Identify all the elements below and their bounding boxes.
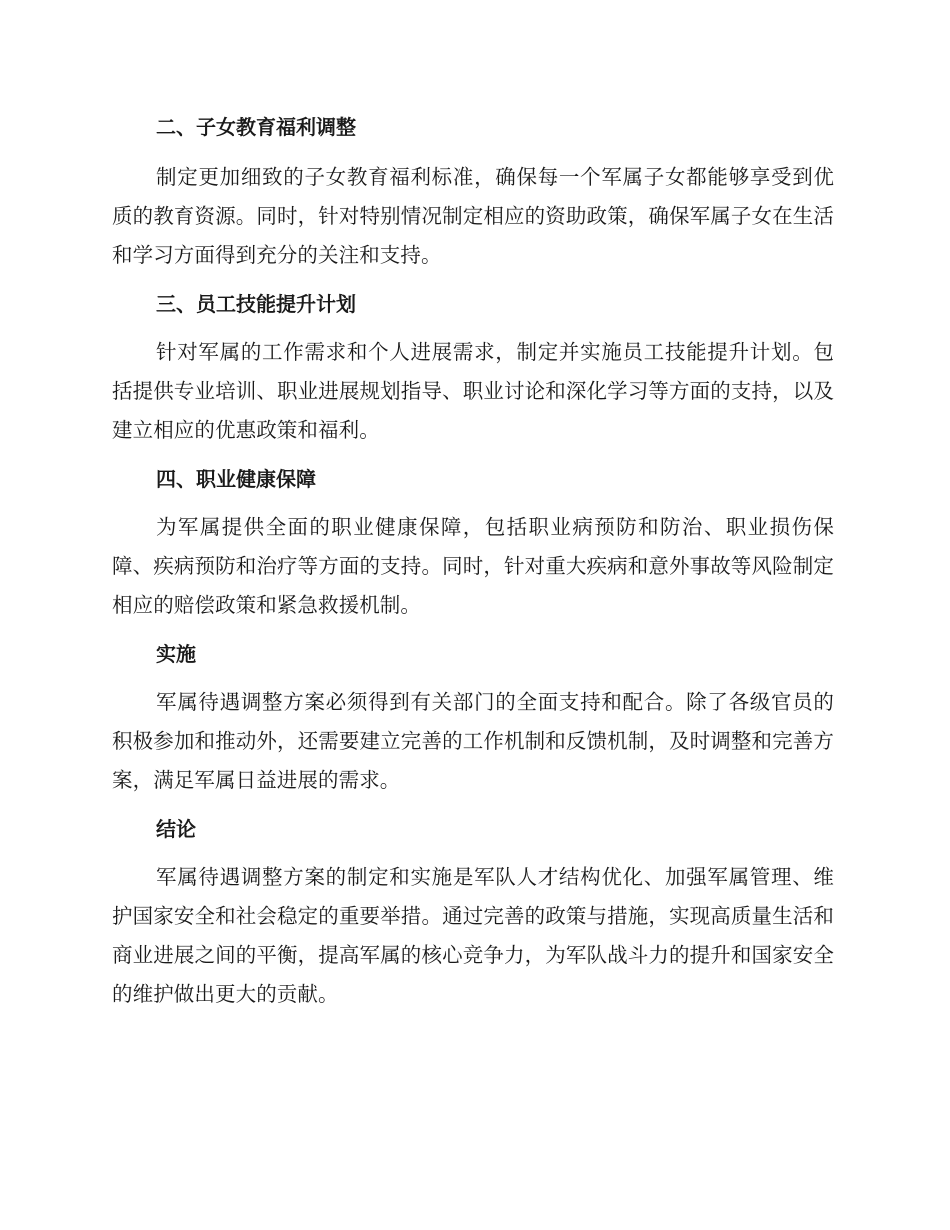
section-paragraph-health: 为军属提供全面的职业健康保障，包括职业病预防和防治、职业损伤保障、疾病预防和治疗等方面的支持。同时，针对重大疾病和意外事故等风险制定相应的赔偿政策和紧急救援机制。 xyxy=(112,515,834,617)
section-heading-health: 四、职业健康保障 xyxy=(156,467,316,491)
section-heading-skill-plan: 三、员工技能提升计划 xyxy=(156,292,356,316)
section-paragraph-implementation: 军属待遇调整方案必须得到有关部门的全面支持和配合。除了各级官员的积极参加和推动外，还需要建立完善的工作机制和反馈机制，及时调整和完善方案，满足军属日益进展的需求。 xyxy=(112,690,834,792)
section-heading-child-education: 二、子女教育福利调整 xyxy=(156,115,356,139)
document-page xyxy=(112,112,834,1014)
section-paragraph-skill-plan: 针对军属的工作需求和个人进展需求，制定并实施员工技能提升计划。包括提供专业培训、职业进展规划指导、职业讨论和深化学习等方面的支持，以及建立相应的优惠政策和福利。 xyxy=(112,340,834,442)
section-heading-implementation: 实施 xyxy=(156,642,196,666)
section-heading-conclusion: 结论 xyxy=(156,817,196,841)
section-paragraph-child-education: 制定更加细致的子女教育福利标准，确保每一个军属子女都能够享受到优质的教育资源。同时，针对特别情况制定相应的资助政策，确保军属子女在生活和学习方面得到充分的关注和支持。 xyxy=(112,165,834,267)
section-paragraph-conclusion: 军属待遇调整方案的制定和实施是军队人才结构优化、加强军属管理、维护国家安全和社会稳定的重要举措。通过完善的政策与措施，实现高质量生活和商业进展之间的平衡，提高军属的核心竞争力，为军队战斗力的提升和国家安全的维护做出更大的贡献。 xyxy=(112,865,834,1006)
